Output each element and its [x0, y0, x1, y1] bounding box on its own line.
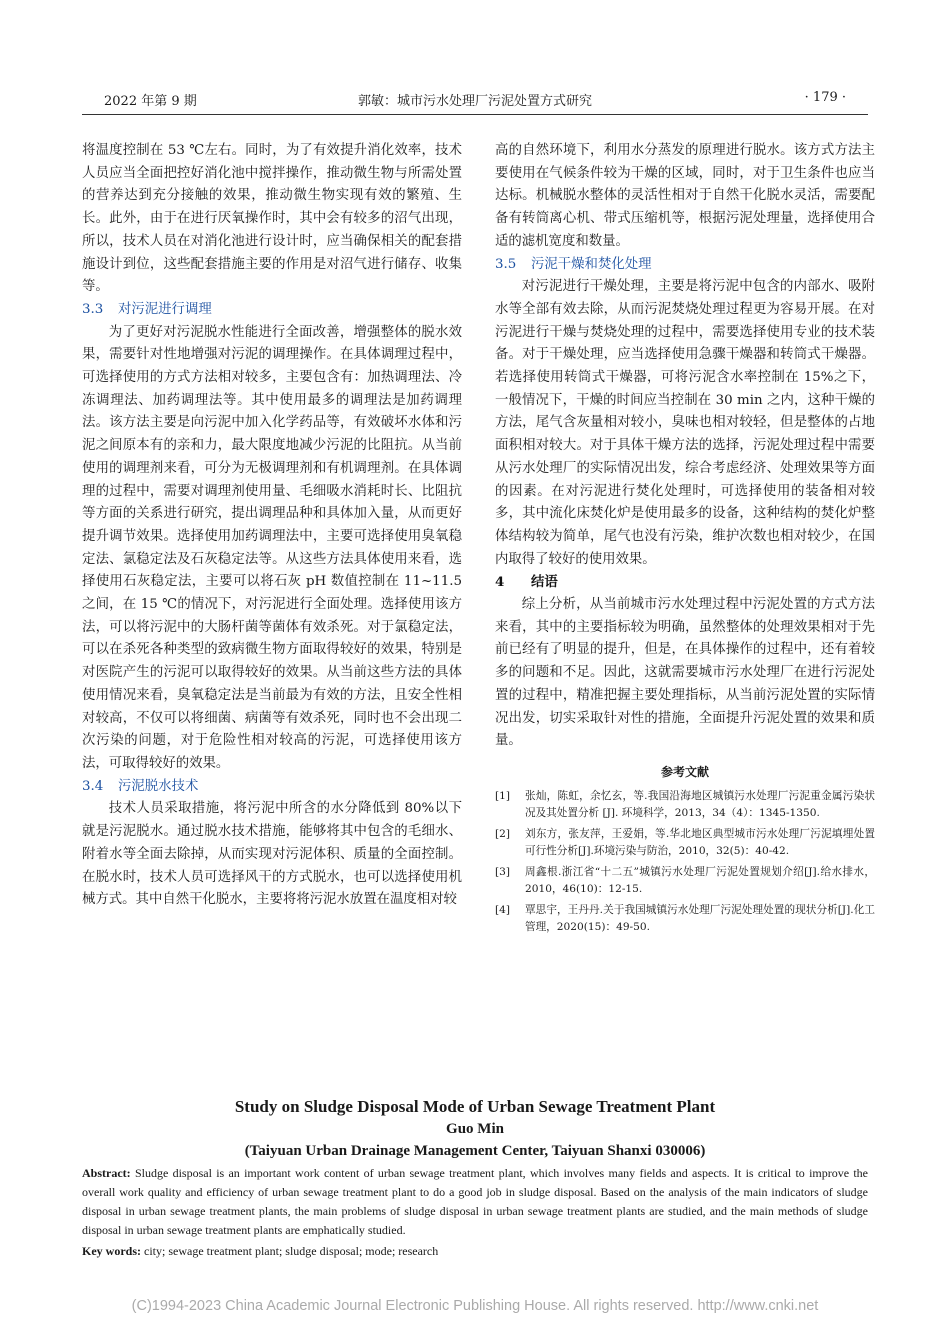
english-title: Study on Sludge Disposal Mode of Urban Sewage Treatment Plant — [234, 1097, 716, 1116]
references-title: 参考文献 — [660, 764, 709, 779]
left-column — [82, 140, 462, 912]
reference-item — [495, 864, 875, 899]
section-heading-3-5 — [495, 254, 875, 277]
running-title: 郭敏：城市污水处理厂污泥处置方式研究 — [357, 94, 592, 109]
english-author: Guo Min — [446, 1121, 504, 1137]
paragraph: 为了更好对污泥脱水性能进行全面改善，增强整体的脱水效果，需要针对性地增强对污泥的调理操作。在具体调理过程中，可选择使用的方式方法相对较多，主要包含有：加热调理法、冷冻调理法、加药调理法等。其中使用最多的调理法是加药调理法。该方法主要是向污泥中加入化学药品等，有效破坏水体和污泥之间原本有的亲和力，最大限度地减少污泥的比阻抗。从当前使用的调理剂来看，可分为无极调理剂和有机调理剂。在具体调理的过程中，需要对调理剂使用量、毛细吸水消耗时长、比阻抗等方面的关系进行研究，提出调理品种和具体加入量，从而更好提升调节效果。选择使用加药调理法中，主要可选择使用臭氧稳定法、氯稳定法及石灰稳定法等。从这些方法具体使用来看，选择使用石灰稳定法，主要可以将石灰 pH 数值控制在 11~11.5 之间，在 15 ℃的情况下，对污泥进行全面处理。选择使用该方法，可以将污泥中的大肠杆菌等菌体有效杀死。对于氯稳定法，可以在杀死各种类型的致病微生物方面取得较好的效果，特别是对医院产生的污泥可以取得较好的效果。从当前这些方法的具体使用情况来看，臭氧稳定法是当前最为有效的方法，且安全性相对较高，不仅可以将细菌、病菌等有效杀死，同时也不会出现二次污染的问题，对于危险性相对较高的污泥，可选择使用该方法，可取得较好的效果。 — [82, 324, 462, 771]
copyright-footer: (C)1994-2023 China Academic Journal Electronic Publishing House. All rights reserved. http://www.cnki.net — [131, 1298, 819, 1314]
section-number: 3.5 — [495, 256, 517, 272]
section-title: 对污泥进行调理 — [118, 301, 212, 317]
page-number: · 179 · — [804, 90, 846, 105]
section-heading-3-4 — [82, 776, 462, 799]
paragraph: 对污泥进行干燥处理，主要是将污泥中包含的内部水、吸附水等全部有效去除，从而污泥焚烧处理过程更为容易开展。在对污泥进行干燥与焚烧处理的过程中，需要选择使用专业的技术装备。对于干燥处理，应当选择使用急骤干燥器和转筒式干燥器。若选择使用转筒式干燥器，可将污泥含水率控制在 15%之下，一般情况下，干燥的时间应当控制在 30 min 之内，这种干燥的方法，尾气含灰量相对较小，臭味也相对较轻，但是整体的占地面积相对较大。对于具体干燥方法的选择，污泥处理过程中需要从污水处理厂的实际情况出发，综合考虑经济、处理效果等方面的因素。在对污泥进行焚化处理时，可选择使用的装备相对较多，其中流化床焚化炉是使用最多的设备，这种结构的焚化炉整体结构较为简单，尾气也没有污染，维护次数也相对较少，在国内取得了较好的使用效果。 — [495, 279, 875, 567]
keywords-text: city; sewage treatment plant; sludge disposal; mode; research — [144, 1244, 439, 1258]
paragraph: 技术人员采取措施，将污泥中所含的水分降低到 80%以下就是污泥脱水。通过脱水技术措施，能够将其中包含的毛细水、附着水等全面去除掉，从而实现对污泥体积、质量的全面控制。在脱水时，技术人员可选择风干的方式脱水，也可以选择使用机械方式。其中自然干化脱水，主要将将污泥水放置在温度相对较 — [82, 801, 462, 908]
section-title: 污泥干燥和焚化处理 — [531, 256, 652, 272]
section-title: 污泥脱水技术 — [118, 778, 199, 794]
section-number: 3.3 — [82, 301, 104, 317]
paragraph: 综上分析，从当前城市污水处理过程中污泥处置的方式方法来看，其中的主要指标较为明确，虽然整体的处理效果相对于先前已经有了明显的提升，但是，在具体操作的过程中，还有着较多的问题和不足。因此，这就需要城市污水处理厂在进行污泥处置的过程中，精准把握主要处理指标，从当前污泥处置的实际情况出发，切实采取针对性的措施，全面提升污泥处置的效果和质量。 — [495, 597, 875, 749]
header-rule — [82, 114, 868, 115]
abstract-label: Abstract: — [82, 1166, 131, 1180]
english-abstract-block — [82, 1096, 868, 1261]
reference-item — [495, 902, 875, 937]
english-affiliation: (Taiyuan Urban Drainage Management Center, Taiyuan Shanxi 030006) — [244, 1143, 706, 1159]
reference-text: 张灿，陈虹，余忆玄，等.我国沿海地区城镇污水处理厂污泥重金属污染状况及其处置分析 [J]. 环境科学，2013，34（4）：1345-1350. — [525, 789, 875, 820]
section-heading-4 — [495, 571, 875, 594]
right-column — [495, 140, 875, 940]
english-keywords — [82, 1242, 868, 1261]
reference-number: [2] — [495, 827, 511, 840]
keywords-label: Key words: — [82, 1244, 141, 1258]
section-title: 结语 — [531, 574, 558, 591]
section-number: 3.4 — [82, 778, 104, 794]
english-abstract — [82, 1164, 868, 1240]
running-header — [82, 90, 868, 110]
abstract-text: Sludge disposal is an important work content of urban sewage treatment plant, which involves many fields and aspects. It is critical to improve the overall work quality and efficiency of urban sewage treatment plant to do a good job in sludge disposal. Based on the analysis of the main indicators of sludge disposal in urban sewage treatment plants, the main problems of sludge disposal in urban sewage treatment plants are studied, and the main methods of sludge disposal in urban sewage treatment plants are emphatically studied. — [82, 1166, 869, 1237]
section-heading-3-3 — [82, 299, 462, 322]
reference-text: 周鑫根.浙江省“十二五”城镇污水处理厂污泥处置规划介绍[J].给水排水，2010，46(10)：12-15. — [525, 865, 875, 896]
reference-number: [4] — [495, 903, 511, 916]
reference-text: 刘东方，张友萍，王爱娟，等.华北地区典型城市污水处理厂污泥填埋处置可行性分析[J].环境污染与防治，2010，32(5)：40-42. — [525, 827, 875, 858]
reference-item — [495, 826, 875, 861]
reference-text: 覃思宇，王丹丹.关于我国城镇污水处理厂污泥处理处置的现状分析[J].化工管理，2020(15)：49-50. — [525, 903, 875, 934]
section-number: 4 — [495, 574, 505, 591]
paragraph: 高的自然环境下，利用水分蒸发的原理进行脱水。该方式方法主要使用在气候条件较为干燥的区域，同时，对于卫生条件也应当达标。机械脱水整体的灵活性相对于自然干化脱水灵活，需要配备有转筒离心机、带式压缩机等，根据污泥处理量，选择使用合适的滤机宽度和数量。 — [495, 143, 875, 249]
reference-number: [1] — [495, 789, 511, 802]
reference-item — [495, 788, 875, 823]
paragraph: 将温度控制在 53 ℃左右。同时，为了有效提升消化效率，技术人员应当全面把控好消化池中搅拌操作，推动微生物与所需处置的营养达到充分接触的效果，推动微生物实现有效的繁殖、生长。此外，由于在进行厌氧操作时，其中会有较多的沼气出现，所以，技术人员在对消化池进行设计时，应当确保相关的配套措施设计到位，这些配套措施主要的作用是对沼气进行储存、收集等。 — [82, 143, 462, 295]
reference-number: [3] — [495, 865, 511, 878]
issue-label: 2022 年第 9 期 — [104, 94, 197, 109]
